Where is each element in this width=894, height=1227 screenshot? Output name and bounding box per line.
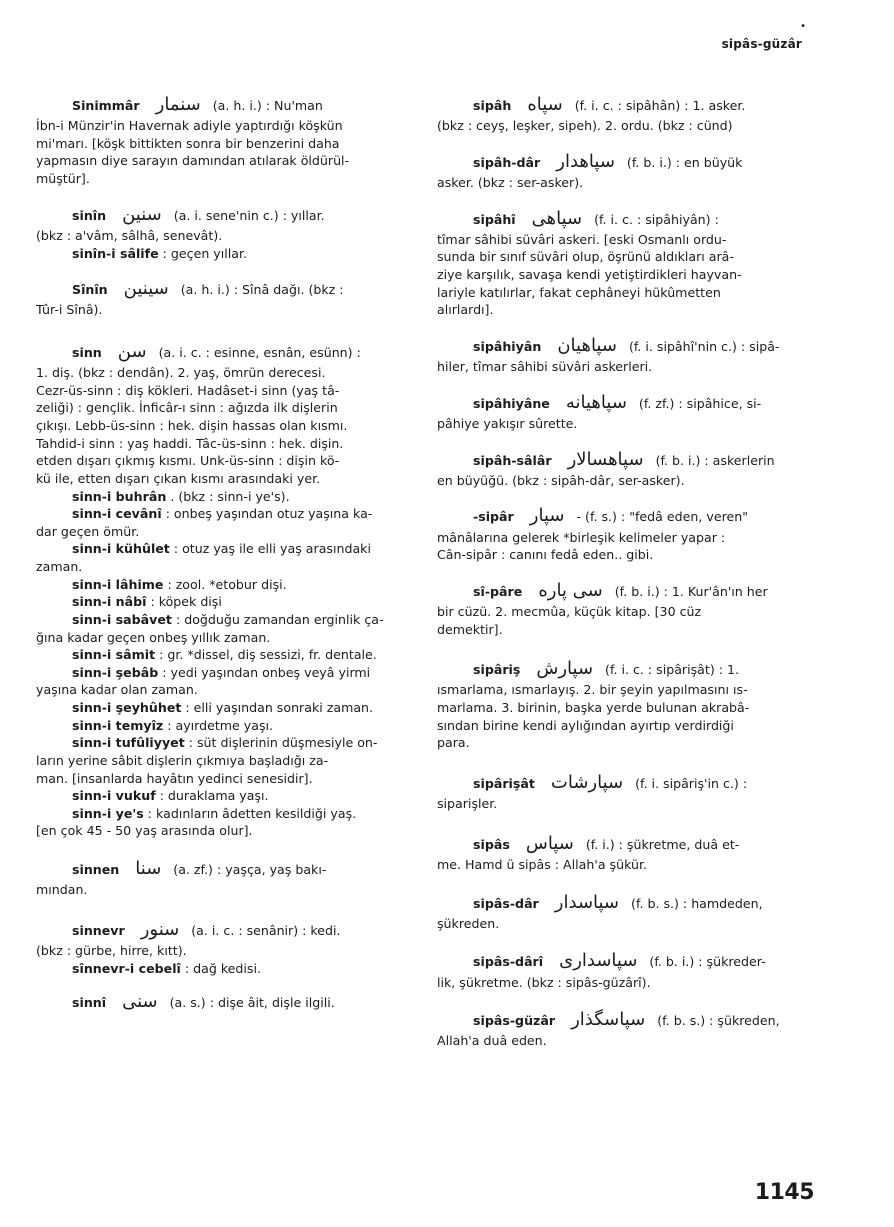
- headword: sinn-i temyîz: [72, 717, 164, 733]
- entry-line: [36, 822, 374, 840]
- definition-text: : duraklama yaşı.: [159, 788, 269, 804]
- entry-line: [437, 472, 815, 490]
- definition-text: (f. b. i.) : askerlerin: [655, 452, 775, 468]
- entry-line: [36, 540, 374, 558]
- entry-line: [36, 681, 374, 699]
- entry-line: [36, 611, 384, 629]
- entry-line: [437, 503, 815, 528]
- dictionary-entry: [437, 890, 815, 933]
- headword: -sipâr: [473, 509, 514, 525]
- entry-line: [437, 699, 815, 717]
- definition-text: : otuz yaş ile elli yaş arasındaki: [173, 541, 371, 557]
- definition-text: : elli yaşından sonraki zaman.: [185, 700, 374, 715]
- entry-line: [36, 770, 374, 788]
- entry-line: [437, 390, 815, 415]
- headword: sipâriş: [473, 662, 521, 678]
- entry-line: [36, 202, 374, 227]
- arabic-script: سپاسدار: [554, 891, 620, 913]
- definition-text: (a. h. i.) : Nu'man: [212, 98, 323, 113]
- definition-text: me. Hamd ü sipâs : Allah'a şükür.: [437, 856, 647, 872]
- headword: sinn-i şebâb: [72, 664, 159, 680]
- entry-line: [36, 470, 374, 488]
- definition-text: (f. i. c. : sipâhân) : 1. asker.: [574, 98, 746, 113]
- arabic-script: سپاهيان: [557, 334, 617, 356]
- definition-text: : yedi yaşından onbeş veyâ yirmi: [162, 664, 371, 680]
- definition-text: ğına kadar geçen onbeş yıllık zaman.: [36, 629, 271, 645]
- arabic-script: سنور: [140, 918, 180, 940]
- definition-text: (a. zf.) : yaşça, yaş bakı-: [173, 862, 327, 877]
- entry-line: [36, 301, 374, 319]
- headword: sipârişât: [473, 775, 535, 791]
- headword: Sînîn: [72, 282, 108, 298]
- headword: sinîn: [72, 207, 107, 223]
- dictionary-entry: [36, 92, 374, 188]
- definition-text: Tûr-i Sînâ).: [36, 302, 103, 318]
- definition-text: ların yerine sâbit dişlerin çıkmıya başladığı za-: [36, 752, 329, 768]
- definition-text: tîmar sâhibi süvâri askeri. [eski Osmanlı ordu-: [437, 231, 727, 247]
- entry-line: [437, 415, 815, 433]
- definition-text: hiler, tîmar sâhibi süvâri askerleri.: [437, 359, 653, 375]
- arabic-script: سپارشات: [550, 771, 624, 793]
- headword: sipâh: [473, 98, 512, 113]
- headword: sipâs-güzâr: [473, 1013, 556, 1029]
- definition-text: mından.: [36, 882, 88, 898]
- entry-line: [437, 681, 815, 699]
- definition-text: siparişler.: [437, 796, 498, 812]
- dictionary-entry: [36, 202, 374, 262]
- headword: sipâhî: [473, 211, 516, 227]
- entry-line: [36, 856, 374, 881]
- entry-line: [36, 734, 378, 752]
- definition-text: şükreden.: [437, 915, 500, 931]
- entry-line: [437, 301, 815, 319]
- definition-text: (a. h. i.) : Sînâ dağı. (bkz :: [180, 282, 344, 298]
- definition-text: (a. s.) : dişe âit, dişle ilgili.: [169, 995, 335, 1011]
- page-number: 1145: [754, 1180, 814, 1205]
- entry-line: [36, 152, 374, 170]
- definition-text: ısmarlama, ısmarlayış. 2. bir şeyin yapılmasını ıs-: [437, 682, 748, 698]
- definition-text: : geçen yıllar.: [162, 245, 247, 261]
- definition-text: mânâlarına gelerek *birleşik kelimeler yapar :: [437, 529, 726, 545]
- dictionary-entry: [437, 948, 815, 991]
- entry-line: [437, 1007, 815, 1032]
- headword: sînnevr-i cebelî: [72, 960, 181, 976]
- headword: Sinimmâr: [72, 98, 140, 113]
- arabic-script: سپاه: [527, 94, 563, 115]
- headword: sinîn-i sâlife: [72, 245, 159, 261]
- definition-text: marlama. 3. birinin, başka yerde bulunan akrabâ-: [437, 700, 750, 716]
- dictionary-entry: [36, 856, 374, 899]
- dictionary-entry: [437, 333, 815, 376]
- arabic-script: سپاسگذار: [571, 1009, 646, 1031]
- headword: sinn-i buhrân: [72, 488, 167, 504]
- definition-text: Cân-sipâr : canını fedâ eden.. gibi.: [437, 547, 654, 563]
- entry-line: [36, 505, 374, 523]
- headword: sipâh-dâr: [473, 154, 541, 170]
- definition-text: - (f. s.) : "fedâ eden, veren": [576, 509, 748, 525]
- definition-text: para.: [437, 735, 470, 751]
- arabic-script: سپاهى: [531, 207, 583, 229]
- definition-text: yapmasın diye sarayın damından atılarak öldürül-: [36, 153, 350, 169]
- entry-line: [437, 717, 815, 735]
- entry-line: [437, 333, 815, 358]
- definition-text: (f. b. s.) : hamdeden,: [631, 895, 763, 911]
- entry-line: [36, 752, 374, 770]
- running-head: sipâs-güzâr: [721, 37, 802, 51]
- headword: sipâs-dâr: [473, 895, 539, 911]
- entry-line: [36, 917, 374, 942]
- definition-text: zeliği) : gençlik. İnficâr-ı sinn : ağızda ilk dişlerin: [36, 400, 338, 416]
- headword: sinn-i tufûliyyet: [72, 735, 185, 751]
- arabic-script: سى پاره: [538, 579, 603, 601]
- headword: sinnî: [72, 995, 107, 1011]
- definition-text: etden dışarı çıkmış kısmı. Unk-üs-sinn : dişin kö-: [36, 453, 340, 469]
- definition-text: (bkz : gürbe, hirre, kıtt).: [36, 943, 187, 958]
- definition-text: [en çok 45 - 50 yaş arasında olur].: [36, 823, 253, 839]
- arabic-script: سينين: [123, 278, 169, 300]
- entry-line: [36, 942, 374, 960]
- entry-line: [36, 339, 374, 364]
- definition-text: (a. i. c. : senânir) : kedi.: [191, 922, 341, 938]
- entry-line: [36, 989, 374, 1014]
- definition-text: ziye karşılık, savaşa kendi yetiştirdikleri hayvan-: [437, 267, 742, 283]
- headword: sipâhiyân: [473, 338, 542, 354]
- definition-text: (f. i. c. : sipârişât) : 1.: [605, 662, 740, 678]
- definition-text: Tahdid-i sinn : yaş haddi. Tâc-üs-sinn : hek. dişin.: [36, 435, 344, 451]
- entry-line: [36, 417, 374, 435]
- entry-line: [36, 227, 374, 245]
- entry-line: [36, 576, 374, 594]
- definition-text: (f. b. i.) : en büyük: [626, 154, 743, 170]
- definition-text: demektir].: [437, 621, 503, 637]
- definition-text: mi'marı. [köşk bittikten sonra bir benzerini daha: [36, 135, 340, 151]
- dictionary-entry: [437, 770, 815, 813]
- definition-text: : süt dişlerinin düşmesiyle on-: [188, 735, 378, 751]
- entry-line: [437, 656, 815, 681]
- definition-text: Allah'a duâ eden.: [437, 1033, 547, 1049]
- right-column: [437, 92, 815, 1050]
- definition-text: müştür].: [36, 171, 90, 187]
- arabic-script: سنى: [122, 991, 158, 1013]
- entry-line: [36, 805, 374, 823]
- margin-mark: •: [800, 21, 806, 32]
- definition-text: : köpek dişi: [150, 594, 222, 610]
- entry-line: [437, 284, 815, 302]
- entry-line: [437, 117, 815, 135]
- entry-line: [437, 447, 815, 472]
- dictionary-entry: [437, 390, 815, 433]
- entry-line: [36, 699, 374, 717]
- dictionary-entry: [437, 1007, 815, 1050]
- entry-line: [437, 358, 815, 376]
- entry-line: [36, 117, 374, 135]
- dictionary-entry: [437, 656, 815, 752]
- entry-line: [36, 593, 374, 611]
- entry-line: [36, 558, 374, 576]
- entry-line: [437, 795, 815, 813]
- definition-text: (f. b. i.) : şükreder-: [649, 954, 766, 970]
- dictionary-entry: [437, 149, 815, 192]
- entry-line: [437, 266, 815, 284]
- entry-line: [437, 529, 815, 547]
- headword: sinn-i sâmit: [72, 647, 156, 663]
- definition-text: : zool. *etobur dişi.: [167, 576, 287, 592]
- headword: sinn-i lâhime: [72, 576, 164, 592]
- definition-text: : doğduğu zamandan erginlik ça-: [175, 611, 384, 627]
- dictionary-entry: [437, 578, 815, 638]
- definition-text: (f. i.) : şükretme, duâ et-: [585, 836, 740, 852]
- definition-text: dar geçen ömür.: [36, 523, 140, 539]
- definition-text: (bkz : ceyş, leşker, sipeh). 2. ordu. (bkz : cünd): [437, 118, 733, 134]
- dictionary-entry: [36, 917, 374, 977]
- headword: sinn-i kühûlet: [72, 541, 170, 557]
- dictionary-entry: [36, 276, 374, 319]
- entry-line: [36, 787, 374, 805]
- entry-line: [36, 399, 374, 417]
- definition-text: man. [insanlarda hayâtın yedinci senesidir].: [36, 770, 313, 786]
- definition-text: (f. zf.) : sipâhice, si-: [638, 395, 762, 411]
- dictionary-entry: [36, 989, 374, 1014]
- arabic-script: سپاهسالار: [567, 448, 644, 470]
- entry-line: [437, 734, 815, 752]
- definition-text: (a. i. c. : esinne, esnân, esünn) :: [158, 344, 361, 360]
- arabic-script: سپاس: [525, 832, 574, 854]
- definition-text: . (bkz : sinn-i ye's).: [170, 488, 290, 504]
- definition-text: Cezr-üs-sinn : diş kökleri. Hadâset-i sinn (yaş tâ-: [36, 382, 340, 398]
- dictionary-entry: [437, 92, 815, 135]
- headword: sî-pâre: [473, 583, 523, 599]
- definition-text: (f. i. c. : sipâhiyân) :: [594, 211, 719, 227]
- entry-line: [437, 890, 815, 915]
- entry-line: [437, 578, 815, 603]
- definition-text: zaman.: [36, 559, 83, 574]
- definition-text: lariyle katılırlar, fakat cephâneyi hükûmetten: [437, 284, 721, 300]
- headword: sinn-i sabâvet: [72, 611, 172, 627]
- definition-text: sunda bir sınıf süvâri olup, öşrünü aldıkları arâ-: [437, 249, 734, 265]
- entry-line: [36, 523, 374, 541]
- headword: sipâs: [473, 836, 510, 852]
- entry-line: [437, 621, 815, 639]
- definition-text: : ayırdetme yaşı.: [167, 717, 274, 733]
- entry-line: [437, 174, 815, 192]
- arabic-script: سنا: [135, 858, 162, 879]
- headword: sinn-i vukuf: [72, 788, 156, 804]
- definition-text: (f. b. i.) : 1. Kur'ân'ın her: [614, 583, 768, 599]
- headword: sipâhiyâne: [473, 395, 550, 411]
- definition-text: çıkışı. Lebb-üs-sinn : hek. dişin hassas olan kısmı.: [36, 418, 348, 433]
- entry-line: [36, 135, 374, 153]
- dictionary-entry: [437, 206, 815, 319]
- definition-text: sından birine kendi aylığından ayırtıp verdirdiği: [437, 717, 734, 733]
- entry-line: [36, 245, 374, 263]
- entry-line: [36, 664, 374, 682]
- entry-line: [437, 856, 815, 874]
- headword: sinn: [72, 344, 102, 360]
- entry-line: [437, 974, 815, 992]
- arabic-script: سنمار: [155, 94, 201, 115]
- headword: sinn-i ye's: [72, 805, 144, 821]
- definition-text: (bkz : a'vâm, sâlhâ, senevât).: [36, 227, 223, 243]
- entry-line: [36, 92, 374, 117]
- entry-line: [36, 488, 374, 506]
- entry-line: [437, 92, 815, 117]
- entry-line: [437, 206, 815, 231]
- entry-line: [36, 960, 374, 978]
- dictionary-entry: [437, 503, 815, 563]
- entry-line: [437, 948, 815, 973]
- headword: sinn-i cevânî: [72, 506, 162, 522]
- entry-line: [36, 629, 374, 647]
- entry-line: [437, 248, 815, 266]
- dictionary-entry: [36, 339, 384, 840]
- definition-text: lik, şükretme. (bkz : sipâs-güzârî).: [437, 974, 651, 990]
- entry-line: [36, 364, 374, 382]
- entry-line: [437, 546, 815, 564]
- arabic-script: سن: [117, 340, 147, 362]
- entry-line: [36, 646, 377, 664]
- dictionary-entry: [437, 831, 815, 874]
- definition-text: kü ile, etten dışarı çıkan kısmı arasındaki yer.: [36, 470, 321, 486]
- entry-line: [36, 435, 374, 453]
- headword: sinnen: [72, 862, 120, 877]
- definition-text: (f. i. sipâhî'nin c.) : sipâ-: [628, 338, 780, 354]
- definition-text: alırlardı].: [437, 302, 494, 318]
- definition-text: asker. (bkz : ser-asker).: [437, 175, 584, 190]
- dictionary-entry: [437, 447, 815, 490]
- definition-text: (a. i. sene'nin c.) : yıllar.: [173, 207, 325, 223]
- entry-line: [36, 276, 374, 301]
- entry-line: [437, 231, 815, 249]
- definition-text: 1. diş. (bkz : dendân). 2. yaş, ömrün derecesi.: [36, 365, 326, 381]
- arabic-script: سپارش: [536, 658, 594, 680]
- headword: sipâh-sâlâr: [473, 452, 552, 468]
- entry-line: [437, 149, 815, 174]
- arabic-script: سپاهيانه: [565, 391, 627, 413]
- headword: sinnevr: [72, 922, 125, 938]
- definition-text: (f. b. s.) : şükreden,: [657, 1013, 780, 1029]
- arabic-script: سپار: [529, 505, 565, 527]
- entry-line: [437, 603, 815, 621]
- definition-text: İbn-i Münzir'in Havernak adiyle yaptırdığı köşkün: [36, 118, 343, 134]
- entry-line: [437, 915, 815, 933]
- entry-line: [36, 170, 374, 188]
- entry-line: [36, 881, 374, 899]
- definition-text: : onbeş yaşından otuz yaşına ka-: [165, 506, 373, 522]
- entry-line: [437, 770, 815, 795]
- definition-text: pâhiye yakışır sûrette.: [437, 415, 578, 431]
- entry-line: [36, 382, 374, 400]
- definition-text: (f. i. sipâriş'in c.) :: [635, 775, 748, 791]
- left-column: [36, 92, 384, 1014]
- arabic-script: سنين: [122, 203, 162, 225]
- definition-text: : kadınların âdetten kesildiği yaş.: [147, 805, 357, 821]
- arabic-script: سپاسدارى: [559, 950, 638, 972]
- entry-line: [36, 452, 374, 470]
- definition-text: bir cüzü. 2. mecmûa, küçük kitap. [30 cüz: [437, 604, 702, 619]
- entry-line: [36, 717, 374, 735]
- entry-line: [437, 1032, 815, 1050]
- headword: sinn-i nâbî: [72, 594, 147, 610]
- headword: sinn-i şeyhûhet: [72, 700, 182, 715]
- definition-text: yaşına kadar olan zaman.: [36, 682, 198, 698]
- definition-text: en büyüğü. (bkz : sipâh-dâr, ser-asker).: [437, 472, 685, 488]
- headword: sipâs-dârî: [473, 954, 544, 970]
- definition-text: : gr. *dissel, diş sessizi, fr. dentale.: [159, 647, 377, 663]
- arabic-script: سپاهدار: [556, 150, 615, 172]
- entry-line: [437, 831, 815, 856]
- definition-text: : dağ kedisi.: [184, 960, 261, 976]
